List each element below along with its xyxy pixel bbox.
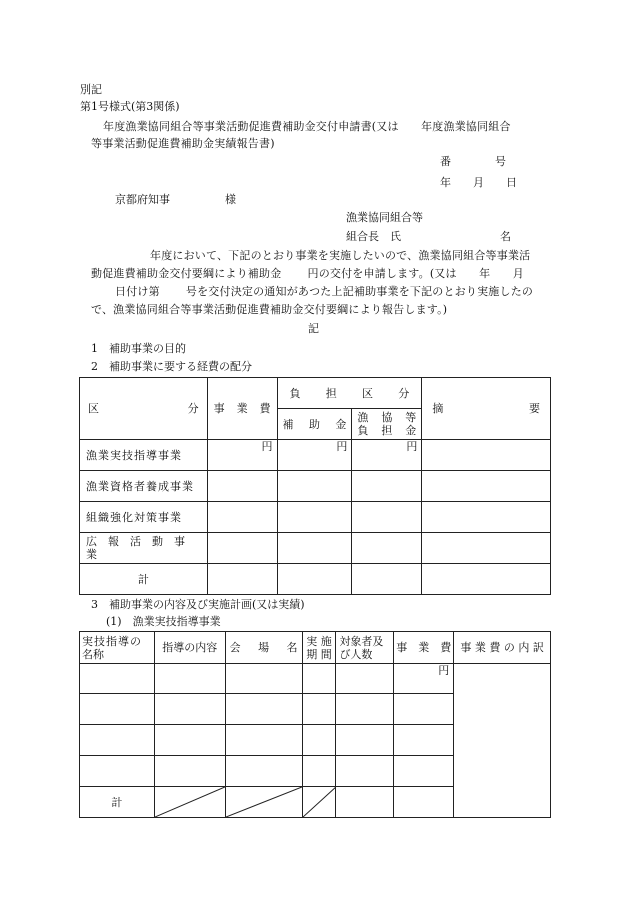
row-hojokin: 円 [277, 440, 352, 471]
date-label: 年 月 日 [440, 176, 517, 189]
header-futan-kubun: 負 担 区 分 [277, 378, 422, 409]
row-hojokin [277, 564, 352, 595]
section1-heading: 1 補助事業の目的 [91, 342, 186, 355]
header-jigyohi: 事 業 費 [207, 378, 277, 440]
org-name: 漁業協同組合等 [346, 211, 423, 224]
row-jigyohi: 円 [207, 440, 277, 471]
form-number: 第1号様式(第3関係) [80, 100, 180, 113]
practical-guidance-table [79, 631, 551, 818]
row-futan [352, 533, 422, 564]
row-label: 広 報 活 動 事 業 [80, 533, 208, 564]
header-cost: 事 業 費 [394, 632, 454, 664]
row-tekiyo [422, 440, 551, 471]
diagonal-cell [154, 787, 225, 818]
para-line3: 日付け第 号を交付決定の通知があつた上記補助事業を下記のとおり実施したの [115, 285, 534, 298]
table-row [80, 533, 551, 564]
table-row [80, 440, 551, 471]
row-hojokin [277, 533, 352, 564]
header-breakdown: 事 業 費 の 内 訳 [454, 632, 551, 664]
title-line2: 等事業活動促進費補助金実績報告書) [91, 137, 275, 150]
header-target: 対象者及 び人数 [336, 632, 394, 664]
diagonal-cell [302, 787, 336, 818]
bekki-label: 別記 [80, 83, 102, 96]
header-kubun: 区 分 [80, 378, 208, 440]
header-gyokyo-futan: 漁 協 等 負 担 金 [352, 409, 422, 440]
row-tekiyo [422, 533, 551, 564]
row-label: 漁業実技指導事業 [80, 440, 208, 471]
row-label: 計 [80, 564, 208, 595]
header-period: 実 施 期 間 [302, 632, 336, 664]
row-tekiyo [422, 471, 551, 502]
row-futan [352, 471, 422, 502]
table-row [80, 502, 551, 533]
row-futan [352, 564, 422, 595]
row-label: 組織強化対策事業 [80, 502, 208, 533]
para-line2: 動促進費補助金交付要綱により補助金 円の交付を申請します。(又は 年 月 [91, 267, 524, 280]
row-futan: 円 [352, 440, 422, 471]
table-row [80, 664, 551, 694]
row-tekiyo [422, 564, 551, 595]
row-hojokin [277, 502, 352, 533]
para-line4: で、漁業協同組合等事業活動促進費補助金交付要綱により報告します。) [91, 303, 448, 316]
title-line1: 年度漁業協同組合等事業活動促進費補助金交付申請書(又は 年度漁業協同組合 [103, 120, 511, 133]
representative: 組合長 氏 名 [346, 230, 511, 243]
row-jigyohi [207, 471, 277, 502]
row-hojokin [277, 471, 352, 502]
table-row [80, 471, 551, 502]
header-name: 実技指導の 名称 [80, 632, 155, 664]
section3-1-heading: (1) 漁業実技指導事業 [106, 615, 221, 628]
section3-heading: 3 補助事業の内容及び実施計画(又は実績) [91, 598, 305, 611]
diagonal-cell [225, 787, 302, 818]
row-label: 漁業資格者養成事業 [80, 471, 208, 502]
breakdown-cell [454, 664, 551, 818]
number-label: 番 号 [440, 155, 506, 168]
header-tekiyo: 摘 要 [422, 378, 551, 440]
section2-heading: 2 補助事業に要する経費の配分 [91, 360, 252, 373]
header-content: 指導の内容 [154, 632, 225, 664]
para-line1: 年度において、下記のとおり事業を実施したいので、漁業協同組合等事業活 [150, 249, 531, 262]
total-label: 計 [80, 787, 155, 818]
expense-allocation-table [79, 377, 551, 595]
addressee: 京都府知事 様 [115, 193, 236, 206]
row-cost: 円 [394, 664, 454, 694]
row-tekiyo [422, 502, 551, 533]
table-row-total [80, 564, 551, 595]
header-venue: 会 場 名 [225, 632, 302, 664]
row-futan [352, 502, 422, 533]
row-jigyohi [207, 533, 277, 564]
row-jigyohi [207, 564, 277, 595]
row-jigyohi [207, 502, 277, 533]
header-hojokin: 補 助 金 [277, 409, 352, 440]
ki-label: 記 [308, 322, 319, 335]
